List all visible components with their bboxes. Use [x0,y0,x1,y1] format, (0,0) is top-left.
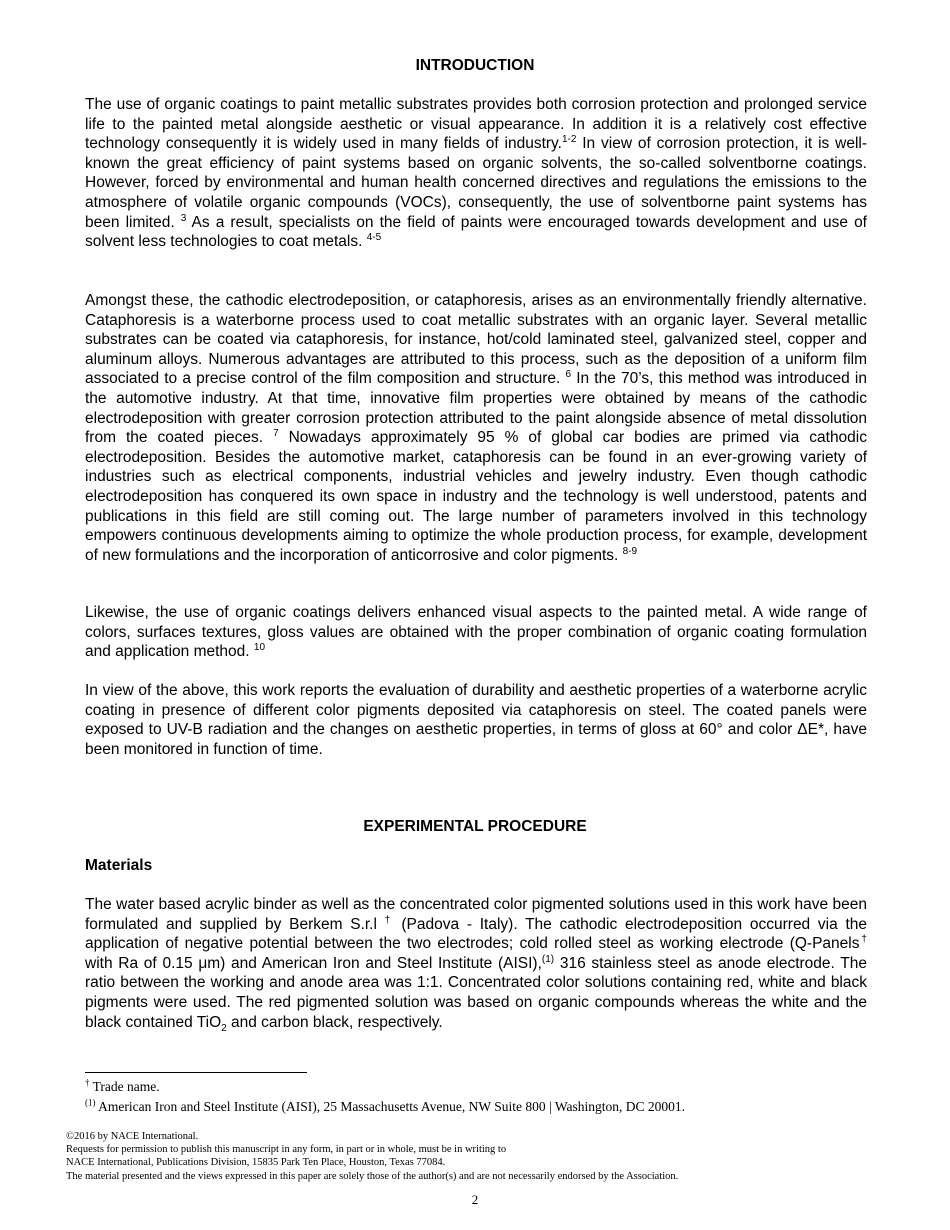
section-heading-experimental-procedure: EXPERIMENTAL PROCEDURE [363,818,587,835]
text-run: with Ra of 0.15 μm) and American Iron and Steel Institute (AISI), [85,954,542,972]
footnote-2 [85,1099,685,1115]
page-number: 2 [471,1192,479,1207]
copyright-line: Requests for permission to publish this manuscript in any form, in part or in whole, must be in writing to [66,1144,507,1156]
text-run: Likewise, the use of organic coatings delivers enhanced visual aspects to the painted metal. A wide range of colors, surfaces textures, gloss values are obtained with the proper combination of organic coating formulation and application method. [85,604,867,661]
text-run: In view of corrosion protection, it is well-known the great efficiency of paint systems based on organic solvents, the so-called solventborne coatings. However, forced by environmental and human health concerned directives and regulations the emissions to the atmosphere of volatile organic compounds (VOCs), consequently, the use of solventborne paint systems has been limited. [85,135,867,231]
citation-ref: 3 [180,212,187,224]
footnote-mark: † [859,934,867,946]
text-run: As a result, specialists on the field of paints were encouraged towards development and use of solvent less technologies to coat metals. [85,213,867,251]
footnote-text: American Iron and Steel Institute (AISI), 25 Massachusetts Avenue, NW Suite 800 | Washington, DC 20001. [95,1099,686,1114]
footnote-1 [85,1079,160,1095]
footnote-text: Trade name. [89,1079,160,1094]
copyright-line: NACE International, Publications Division, 15835 Park Ten Place, Houston, Texas 77084. [66,1157,446,1169]
text-run: The water based acrylic binder as well as the concentrated color pigmented solutions used in this work have been formulated and supplied by Berkem S.r.l [85,896,867,933]
citation-ref: 4-5 [366,232,382,243]
copyright-line: The material presented and the views expressed in this paper are solely those of the author(s) and are not necessarily endorsed by the Association. [66,1170,679,1182]
text-run: The use of organic coatings to paint metallic substrates provides both corrosion protection and prolonged service life to the painted metal alongside aesthetic or visual appearance. In addition it is a relatively cost effective technology consequently it is widely used in many fields of industry. [85,96,867,153]
subscript: 2 [221,1022,227,1034]
text-run: 316 stainless steel as anode electrode. The ratio between the working and anode area was 1:1. Concentrated color solutions containing red, white and black pigments were used. The red pigmented solution was based on organic compounds whereas the white and the black contained TiO [85,954,867,1031]
materials-paragraph [85,895,867,1032]
intro-paragraph-2 [85,291,867,565]
citation-ref: 8-9 [622,545,638,557]
footnote-mark: (1) [85,1097,96,1108]
footnote-mark: (1) [541,953,555,965]
copyright-notice [66,1130,886,1183]
subsection-heading-materials: Materials [85,857,153,874]
text-run: Nowadays approximately 95 % of global car bodies are primed via cathodic electrodeposition. Besides the automotive market, cataphoresis can be found in an ever-growing variety of industries such as electrical components, industrial vehicles and jewelry industry. Even though cathodic electrodeposition has conquered its own space in industry and the technology is well understood, patents and publications in this field are still coming out. The large number of parameters involved in this technology empowers continuous developments aiming to optimize the whole production process, for example, development of new formulations and the incorporation of anticorrosive and color pigments. [85,429,867,564]
footnote-mark: † [85,1077,90,1088]
footnote-mark: † [384,914,394,926]
intro-paragraph-1 [85,95,867,252]
intro-paragraph-3 [85,603,867,662]
text-run: (Padova - Italy). The cathodic electrodeposition occurred via the application of negative potential between the two electrodes; cold rolled steel as working electrode (Q-Panels [85,915,867,953]
citation-ref: 6 [565,369,572,381]
text-run: Amongst these, the cathodic electrodeposition, or cataphoresis, arises as an environmentally friendly alternative. Cataphoresis is a waterborne process used to coat metallic substrates with an organic layer. Several metallic substrates can be coated via cataphoresis, for instance, hot/cold laminated steel, galvanized steel, copper and aluminum alloys. Numerous advantages are attributed to this process, such as the deposition of a uniform film associated to a precise control of the film composition and structure. [85,292,867,388]
section-heading-introduction: INTRODUCTION [415,57,535,74]
copyright-line: ©2016 by NACE International. [66,1131,199,1142]
citation-ref: 7 [273,428,279,439]
text-run: In the 70’s, this method was introduced in the automotive industry. At that time, innovative film properties were obtained by means of the cathodic electrodeposition with greater corrosion protection attributed to the paint alongside absence of metal dissolution from the coated pieces. [85,370,867,447]
citation-ref: 10 [253,642,266,654]
citation-ref: 1-2 [561,134,577,146]
text-run: and carbon black, respectively. [226,1013,443,1031]
footnote-divider [85,1072,307,1073]
intro-paragraph-4: In view of the above, this work reports the evaluation of durability and aesthetic properties of a waterborne acrylic coating in presence of different color pigments deposited via cataphoresis on steel. The coated panels were exposed to UV-B radiation and the changes on aesthetic properties, in terms of gloss at 60° and color ΔE*, have been monitored in function of time. [85,682,867,758]
